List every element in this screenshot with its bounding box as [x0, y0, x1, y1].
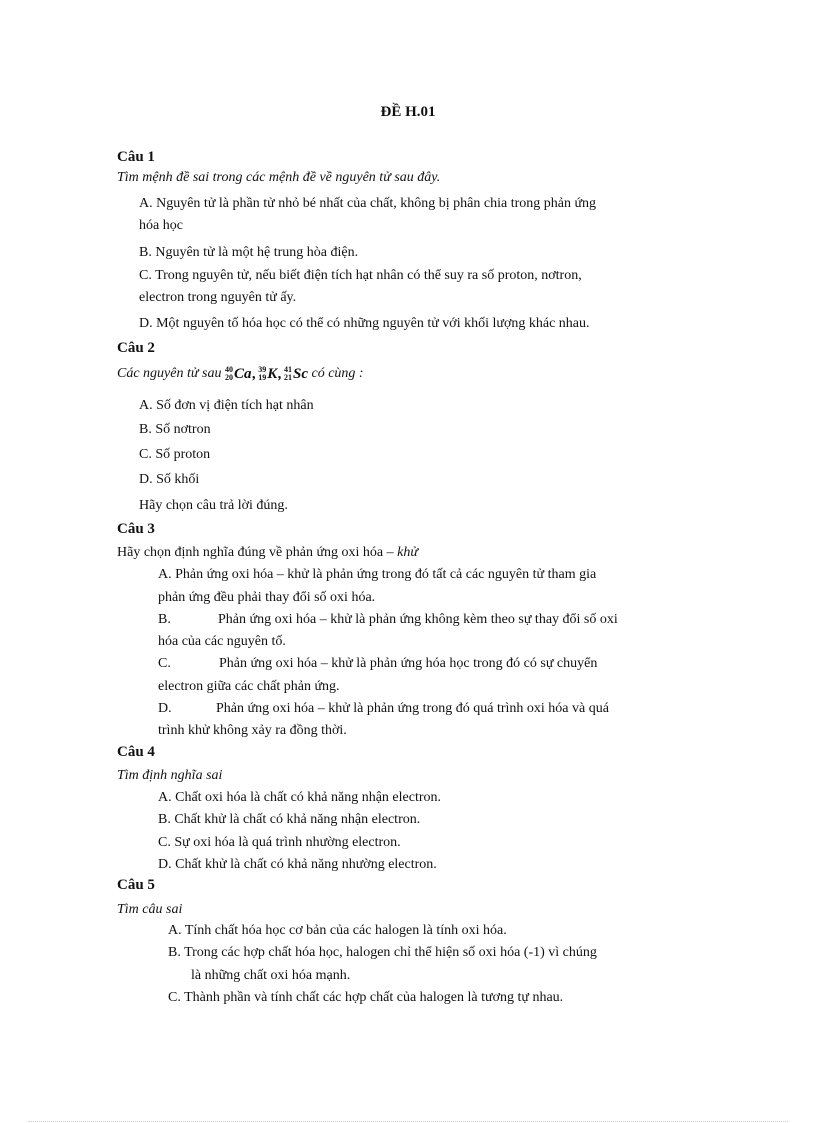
isotope-sc-z: 21: [283, 373, 292, 382]
isotope-ca-symbol: Ca: [233, 366, 252, 382]
isotope-ca: [225, 363, 258, 385]
isotope-sc: [284, 363, 308, 385]
question-1-option-c-line2: electron trong nguyên tử ấy.: [139, 290, 297, 305]
page-bottom-border: [28, 1121, 788, 1122]
isotope-separator: ,: [252, 366, 257, 382]
question-2-heading: Câu 2: [117, 340, 155, 356]
question-5-option-b-line1: B. Trong các hợp chất hóa học, halogen chỉ thể hiện số oxi hóa (-1) vì chúng: [168, 945, 597, 960]
question-3-prompt: [117, 542, 418, 564]
question-2-option-b: B. Số nơtron: [139, 422, 211, 437]
question-3-option-c-letter: C.: [158, 656, 171, 671]
isotope-sc-mass: 41: [283, 365, 292, 374]
question-1-option-a-line1: A. Nguyên tử là phần tử nhỏ bé nhất của chất, không bị phân chia trong phản ứng: [139, 196, 597, 211]
question-3-option-b-line2: hóa của các nguyên tố.: [158, 634, 286, 649]
question-4-option-d: D. Chất khử là chất có khả năng nhường electron.: [158, 857, 437, 872]
question-4-heading: Câu 4: [117, 744, 155, 760]
question-3-option-c-text: Phản ứng oxi hóa – khử là phản ứng hóa học trong đó có sự chuyển: [219, 656, 598, 671]
question-1-prompt: Tìm mệnh đề sai trong các mệnh đề về nguyên tử sau đây.: [117, 170, 441, 185]
question-3-prompt-italic: khử: [397, 545, 419, 560]
question-2-option-d: D. Số khối: [139, 472, 200, 487]
isotope-k: [258, 363, 284, 385]
question-3-option-d-letter: D.: [158, 701, 172, 716]
question-5-heading: Câu 5: [117, 877, 155, 893]
question-3-option-a-line1: A. Phản ứng oxi hóa – khử là phản ứng trong đó tất cả các nguyên tử tham gia: [158, 567, 597, 582]
question-5-prompt: Tìm câu sai: [117, 902, 183, 917]
question-1-option-d: D. Một nguyên tố hóa học có thể có những nguyên tử với khối lượng khác nhau.: [139, 316, 590, 331]
question-3-option-d-line1: [158, 698, 609, 720]
question-4-option-c: C. Sự oxi hóa là quá trình nhường electron.: [158, 835, 401, 850]
question-3-option-d-line2: trình khử không xảy ra đồng thời.: [158, 723, 347, 738]
isotope-ca-z: 20: [224, 373, 233, 382]
question-3-option-a-line2: phản ứng đều phải thay đổi số oxi hóa.: [158, 590, 376, 605]
isotope-k-symbol: K: [267, 366, 278, 382]
question-1-option-b: B. Nguyên tử là một hệ trung hòa điện.: [139, 245, 359, 260]
question-5-option-a: A. Tính chất hóa học cơ bản của các halogen là tính oxi hóa.: [168, 923, 507, 938]
isotope-k-z: 19: [258, 373, 267, 382]
isotope-ca-mass: 40: [224, 365, 233, 374]
question-2-prompt-end: có cùng :: [311, 366, 364, 382]
question-2-option-a: A. Số đơn vị điện tích hạt nhân: [139, 398, 314, 413]
question-3-option-b-line1: [158, 609, 618, 631]
question-5-option-c: C. Thành phần và tính chất các hợp chất của halogen là tương tự nhau.: [168, 990, 564, 1005]
question-2-option-c: C. Số proton: [139, 447, 211, 462]
isotope-k-mass: 39: [258, 365, 267, 374]
isotope-separator: ,: [278, 366, 282, 382]
question-4-option-a: A. Chất oxi hóa là chất có khả năng nhận electron.: [158, 790, 442, 805]
exam-title: ĐỀ H.01: [380, 104, 436, 120]
question-1-option-a-line2: hóa học: [139, 218, 183, 233]
question-3-option-b-letter: B.: [158, 612, 171, 627]
question-3-prompt-main: Hãy chọn định nghĩa đúng về phản ứng oxi hóa –: [117, 545, 394, 560]
question-5-option-b-line2: là những chất oxi hóa mạnh.: [191, 968, 351, 983]
question-3-option-c-line2: electron giữa các chất phản ứng.: [158, 679, 340, 694]
question-4-prompt: Tìm định nghĩa sai: [117, 768, 223, 783]
question-3-option-c-line1: [158, 653, 597, 675]
question-4-option-b: B. Chất khử là chất có khả năng nhận electron.: [158, 812, 421, 827]
question-2-prompt: [117, 363, 364, 385]
question-3-heading: Câu 3: [117, 521, 155, 537]
question-2-prompt-start: Các nguyên tử sau: [117, 366, 222, 382]
question-2-instruction: Hãy chọn câu trả lời đúng.: [139, 498, 288, 513]
question-3-option-b-text: Phản ứng oxi hóa – khử là phản ứng không kèm theo sự thay đổi số oxi: [218, 612, 618, 627]
question-3-option-d-text: Phản ứng oxi hóa – khử là phản ứng trong đó quá trình oxi hóa và quá: [216, 701, 609, 716]
question-1-heading: Câu 1: [117, 149, 155, 165]
question-1-option-c-line1: C. Trong nguyên tử, nếu biết điện tích hạt nhân có thể suy ra số proton, nơtron,: [139, 268, 582, 283]
isotope-sc-symbol: Sc: [292, 366, 308, 382]
